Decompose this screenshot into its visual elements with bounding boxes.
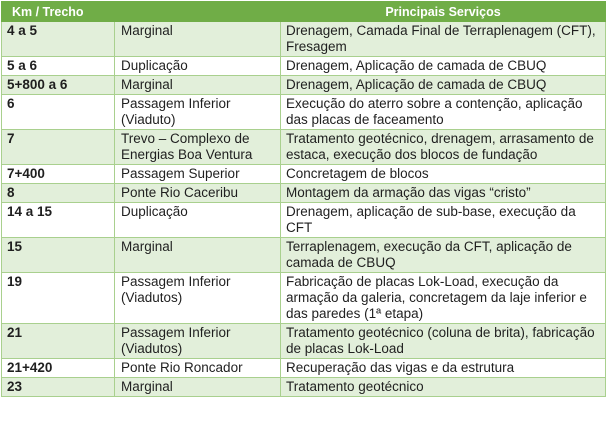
table-row (2, 22, 606, 57)
km-cell: 15 (2, 238, 115, 273)
servicos-cell: Terraplenagem, execução da CFT, aplicação de camada de CBUQ (281, 238, 606, 273)
servicos-cell: Execução do aterro sobre a contenção, aplicação das placas de faceamento (281, 95, 606, 130)
table-row (2, 273, 606, 324)
trecho-cell: Marginal (115, 238, 281, 273)
table-row (2, 95, 606, 130)
table-row (2, 76, 606, 95)
km-cell: 6 (2, 95, 115, 130)
km-cell: 21+420 (2, 359, 115, 378)
trecho-cell: Passagem Inferior (Viaduto) (115, 95, 281, 130)
trecho-cell: Marginal (115, 378, 281, 397)
servicos-cell: Tratamento geotécnico (coluna de brita), fabricação de placas Lok-Load (281, 324, 606, 359)
trecho-cell: Ponte Rio Roncador (115, 359, 281, 378)
table-row (2, 238, 606, 273)
servicos-cell: Fabricação de placas Lok-Load, execução da armação da galeria, concretagem da laje inferior e das paredes (1ª etapa) (281, 273, 606, 324)
km-cell: 5 a 6 (2, 57, 115, 76)
header-km-trecho: Km / Trecho (2, 2, 281, 22)
km-cell: 14 a 15 (2, 203, 115, 238)
servicos-cell: Concretagem de blocos (281, 165, 606, 184)
trecho-cell: Passagem Superior (115, 165, 281, 184)
servicos-cell: Tratamento geotécnico (281, 378, 606, 397)
table-row (2, 130, 606, 165)
table-row (2, 165, 606, 184)
trecho-cell: Trevo – Complexo de Energias Boa Ventura (115, 130, 281, 165)
km-cell: 21 (2, 324, 115, 359)
trecho-cell: Duplicação (115, 57, 281, 76)
services-table (1, 1, 606, 397)
km-cell: 7+400 (2, 165, 115, 184)
table-row (2, 324, 606, 359)
km-cell: 23 (2, 378, 115, 397)
trecho-cell: Duplicação (115, 203, 281, 238)
km-cell: 8 (2, 184, 115, 203)
km-cell: 5+800 a 6 (2, 76, 115, 95)
km-cell: 19 (2, 273, 115, 324)
trecho-cell: Passagem Inferior (Viadutos) (115, 324, 281, 359)
servicos-cell: Drenagem, Aplicação de camada de CBUQ (281, 57, 606, 76)
table-row (2, 359, 606, 378)
servicos-cell: Montagem da armação das vigas “cristo” (281, 184, 606, 203)
trecho-cell: Passagem Inferior (Viadutos) (115, 273, 281, 324)
table-row (2, 57, 606, 76)
table-row (2, 378, 606, 397)
servicos-cell: Tratamento geotécnico, drenagem, arrasamento de estaca, execução dos blocos de fundação (281, 130, 606, 165)
services-table-container (1, 1, 605, 397)
header-principais-servicos: Principais Serviços (281, 2, 606, 22)
servicos-cell: Drenagem, Camada Final de Terraplenagem (CFT), Fresagem (281, 22, 606, 57)
servicos-cell: Recuperação das vigas e da estrutura (281, 359, 606, 378)
km-cell: 7 (2, 130, 115, 165)
table-header-row (2, 2, 606, 22)
servicos-cell: Drenagem, aplicação de sub-base, execução da CFT (281, 203, 606, 238)
table-row (2, 184, 606, 203)
table-row (2, 203, 606, 238)
km-cell: 4 a 5 (2, 22, 115, 57)
trecho-cell: Marginal (115, 76, 281, 95)
trecho-cell: Ponte Rio Caceribu (115, 184, 281, 203)
servicos-cell: Drenagem, Aplicação de camada de CBUQ (281, 76, 606, 95)
trecho-cell: Marginal (115, 22, 281, 57)
